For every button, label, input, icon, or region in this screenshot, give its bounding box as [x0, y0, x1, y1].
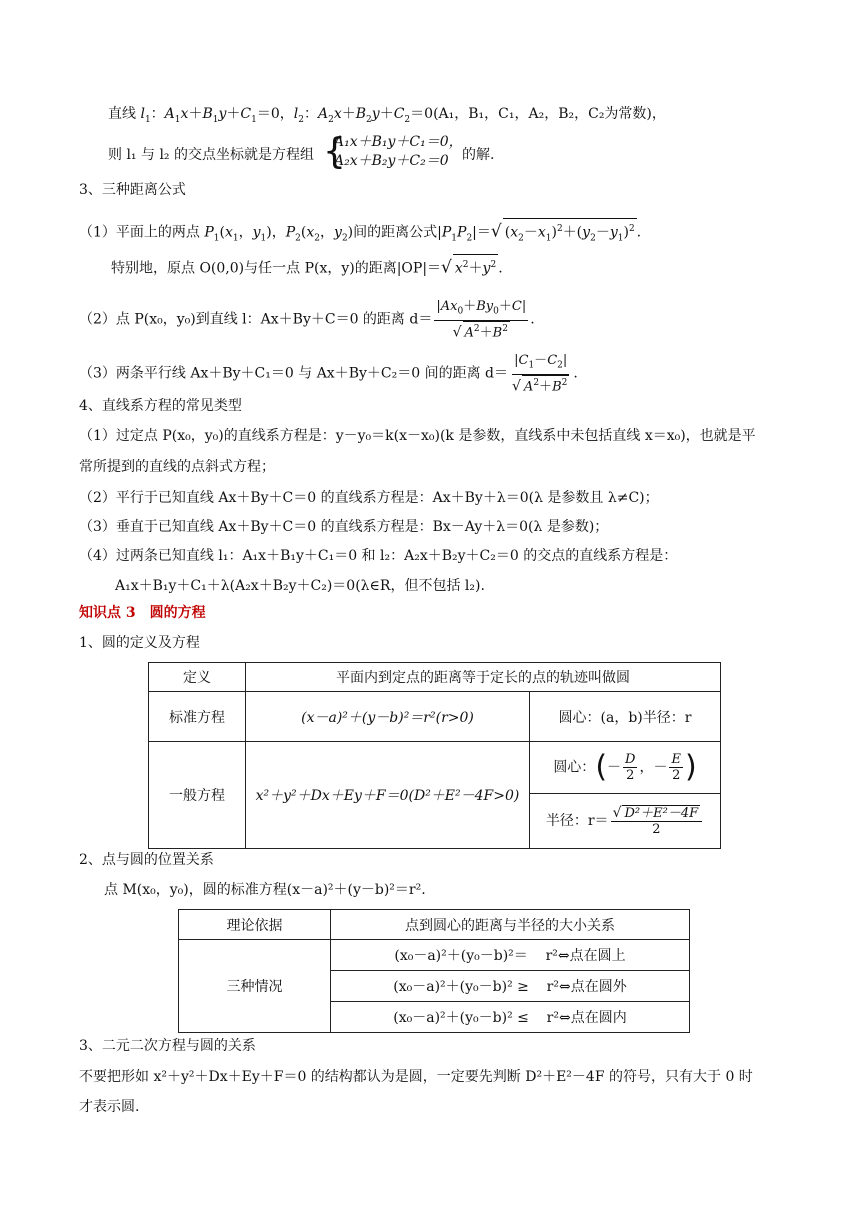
system-eq2: A₂x＋B₂y＋C₂＝0 — [334, 153, 449, 169]
general-center: 圆心：(－ $\frac{D}{2}$ ，－ $\frac{E}{2}$ ) — [530, 742, 721, 794]
section-3-title: 3、三种距离公式 — [79, 182, 186, 198]
standard-equation-label: 标准方程 — [149, 692, 246, 742]
case-row-inside: (x₀－a)²＋(y₀－b)² ≤ r²⇔点在圆内 — [331, 1002, 690, 1033]
point-circle-intro: 点 M(x₀，y₀)，圆的标准方程(x－a)²＋(y－b)²＝r². — [104, 882, 426, 898]
distance-origin: 特别地，原点 O(0,0)与任一点 P(x，y)的距离|OP|＝√ $x^2+y^2$ . — [111, 254, 503, 279]
case-row-on: (x₀－a)²＋(y₀－b)²＝ r²⇔点在圆上 — [331, 940, 690, 971]
point-circle-table — [178, 909, 690, 1033]
system-eq1: A₁x＋B₁y＋C₁＝0， — [334, 134, 463, 150]
line-family-4a: （4）过两条已知直线 l₁：A₁x＋B₁y＋C₁＝0 和 l₂：A₂x＋B₂y＋C₂＝0 的交点的直线系方程是： — [79, 548, 678, 564]
section-4-title: 4、直线系方程的常见类型 — [79, 398, 242, 414]
quadratic-circle-p2: 才表示圆. — [79, 1099, 140, 1115]
line-family-1a: （1）过定点 P(x₀，y₀)的直线系方程是：y－y₀＝k(x－x₀)(k 是参数，直线系中未包括直线 x＝x₀)，也就是平 — [79, 428, 756, 444]
line-family-2: （2）平行于已知直线 Ax＋By＋C＝0 的直线系方程是：Ax＋By＋λ＝0(λ 是参数且 λ≠C)； — [79, 490, 659, 506]
system-suffix: 的解. — [462, 147, 495, 163]
distance-point-line: （2）点 P(x₀，y₀)到直线 l：Ax＋By＋C＝0 的距离 d＝ $\frac{|Ax_0+By_0+C|}{√ A^2+B^2}$ . — [79, 299, 535, 340]
definition-text: 平面内到定点的距离等于定长的点的轨迹叫做圆 — [246, 663, 721, 692]
circle-definition-title: 1、圆的定义及方程 — [79, 635, 200, 651]
line-family-1b: 常所提到的直线的点斜式方程； — [79, 459, 275, 475]
theory-header: 理论依据 — [179, 910, 331, 940]
standard-equation: (x－a)²＋(y－b)²＝r²(r>0) — [246, 692, 530, 742]
three-cases-label: 三种情况 — [179, 940, 331, 1033]
distance-two-points: （1）平面上的两点 $P_1(x_1$，$y_1$)，$P_2(x_2$，$y_2$)间的距离公式$|P_1P_2|=√$ $(x_2-x_1)^2+(y_2-y_1)^2$ . — [79, 218, 641, 248]
quadratic-circle-title: 3、二元二次方程与圆的关系 — [79, 1038, 256, 1054]
relation-header: 点到圆心的距离与半径的大小关系 — [331, 910, 690, 940]
constants-note: (A₁，B₁，C₁，A₂，B₂，C₂为常数)， — [433, 106, 666, 122]
general-equation: x²＋y²＋Dx＋Ey＋F＝0(D²＋E²－4F>0) — [246, 742, 530, 849]
general-equation-label: 一般方程 — [149, 742, 246, 849]
knowledge-point-3-title: 知识点 3 圆的方程 — [79, 605, 206, 621]
intersection-text: 则 l₁ 与 l₂ 的交点坐标就是方程组 — [108, 147, 314, 163]
line-family-3: （3）垂直于已知直线 Ax＋By＋C＝0 的直线系方程是：Bx－Ay＋λ＝0(λ 是参数)； — [79, 519, 609, 535]
point-circle-title: 2、点与圆的位置关系 — [79, 852, 214, 868]
general-radius: 半径：r＝ $\frac{\text{√ D²＋E²－4F}}{2}$ — [530, 794, 721, 849]
line-equations: 直线 $l_1$：$A_1x+B_1y+C_1=0$，$l_2$：$A_2x+B_2y+C_2=0(A_1$，B₁，C₁，A₂，B₂，C₂为常数)， — [108, 106, 666, 125]
quadratic-circle-p1: 不要把形如 x²＋y²＋Dx＋Ey＋F＝0 的结构都认为是圆，一定要先判断 D²＋E²－4F 的符号，只有大于 0 时 — [79, 1069, 753, 1085]
system-brace: { — [323, 131, 346, 172]
standard-center-radius: 圆心：(a，b)半径：r — [530, 692, 721, 742]
distance-parallel-lines: （3）两条平行线 Ax＋By＋C₁＝0 与 Ax＋By＋C₂＝0 间的距离 d＝ $\frac{|C_1-C_2|}{√ A^2+B^2}$ . — [79, 353, 578, 394]
case-row-outside: (x₀－a)²＋(y₀－b)² ≥ r²⇔点在圆外 — [331, 971, 690, 1002]
circle-equation-table — [148, 662, 721, 849]
line-family-4b: A₁x＋B₁y＋C₁＋λ(A₂x＋B₂y＋C₂)＝0(λ∈R，但不包括 l₂). — [115, 578, 485, 594]
definition-label: 定义 — [149, 663, 246, 692]
